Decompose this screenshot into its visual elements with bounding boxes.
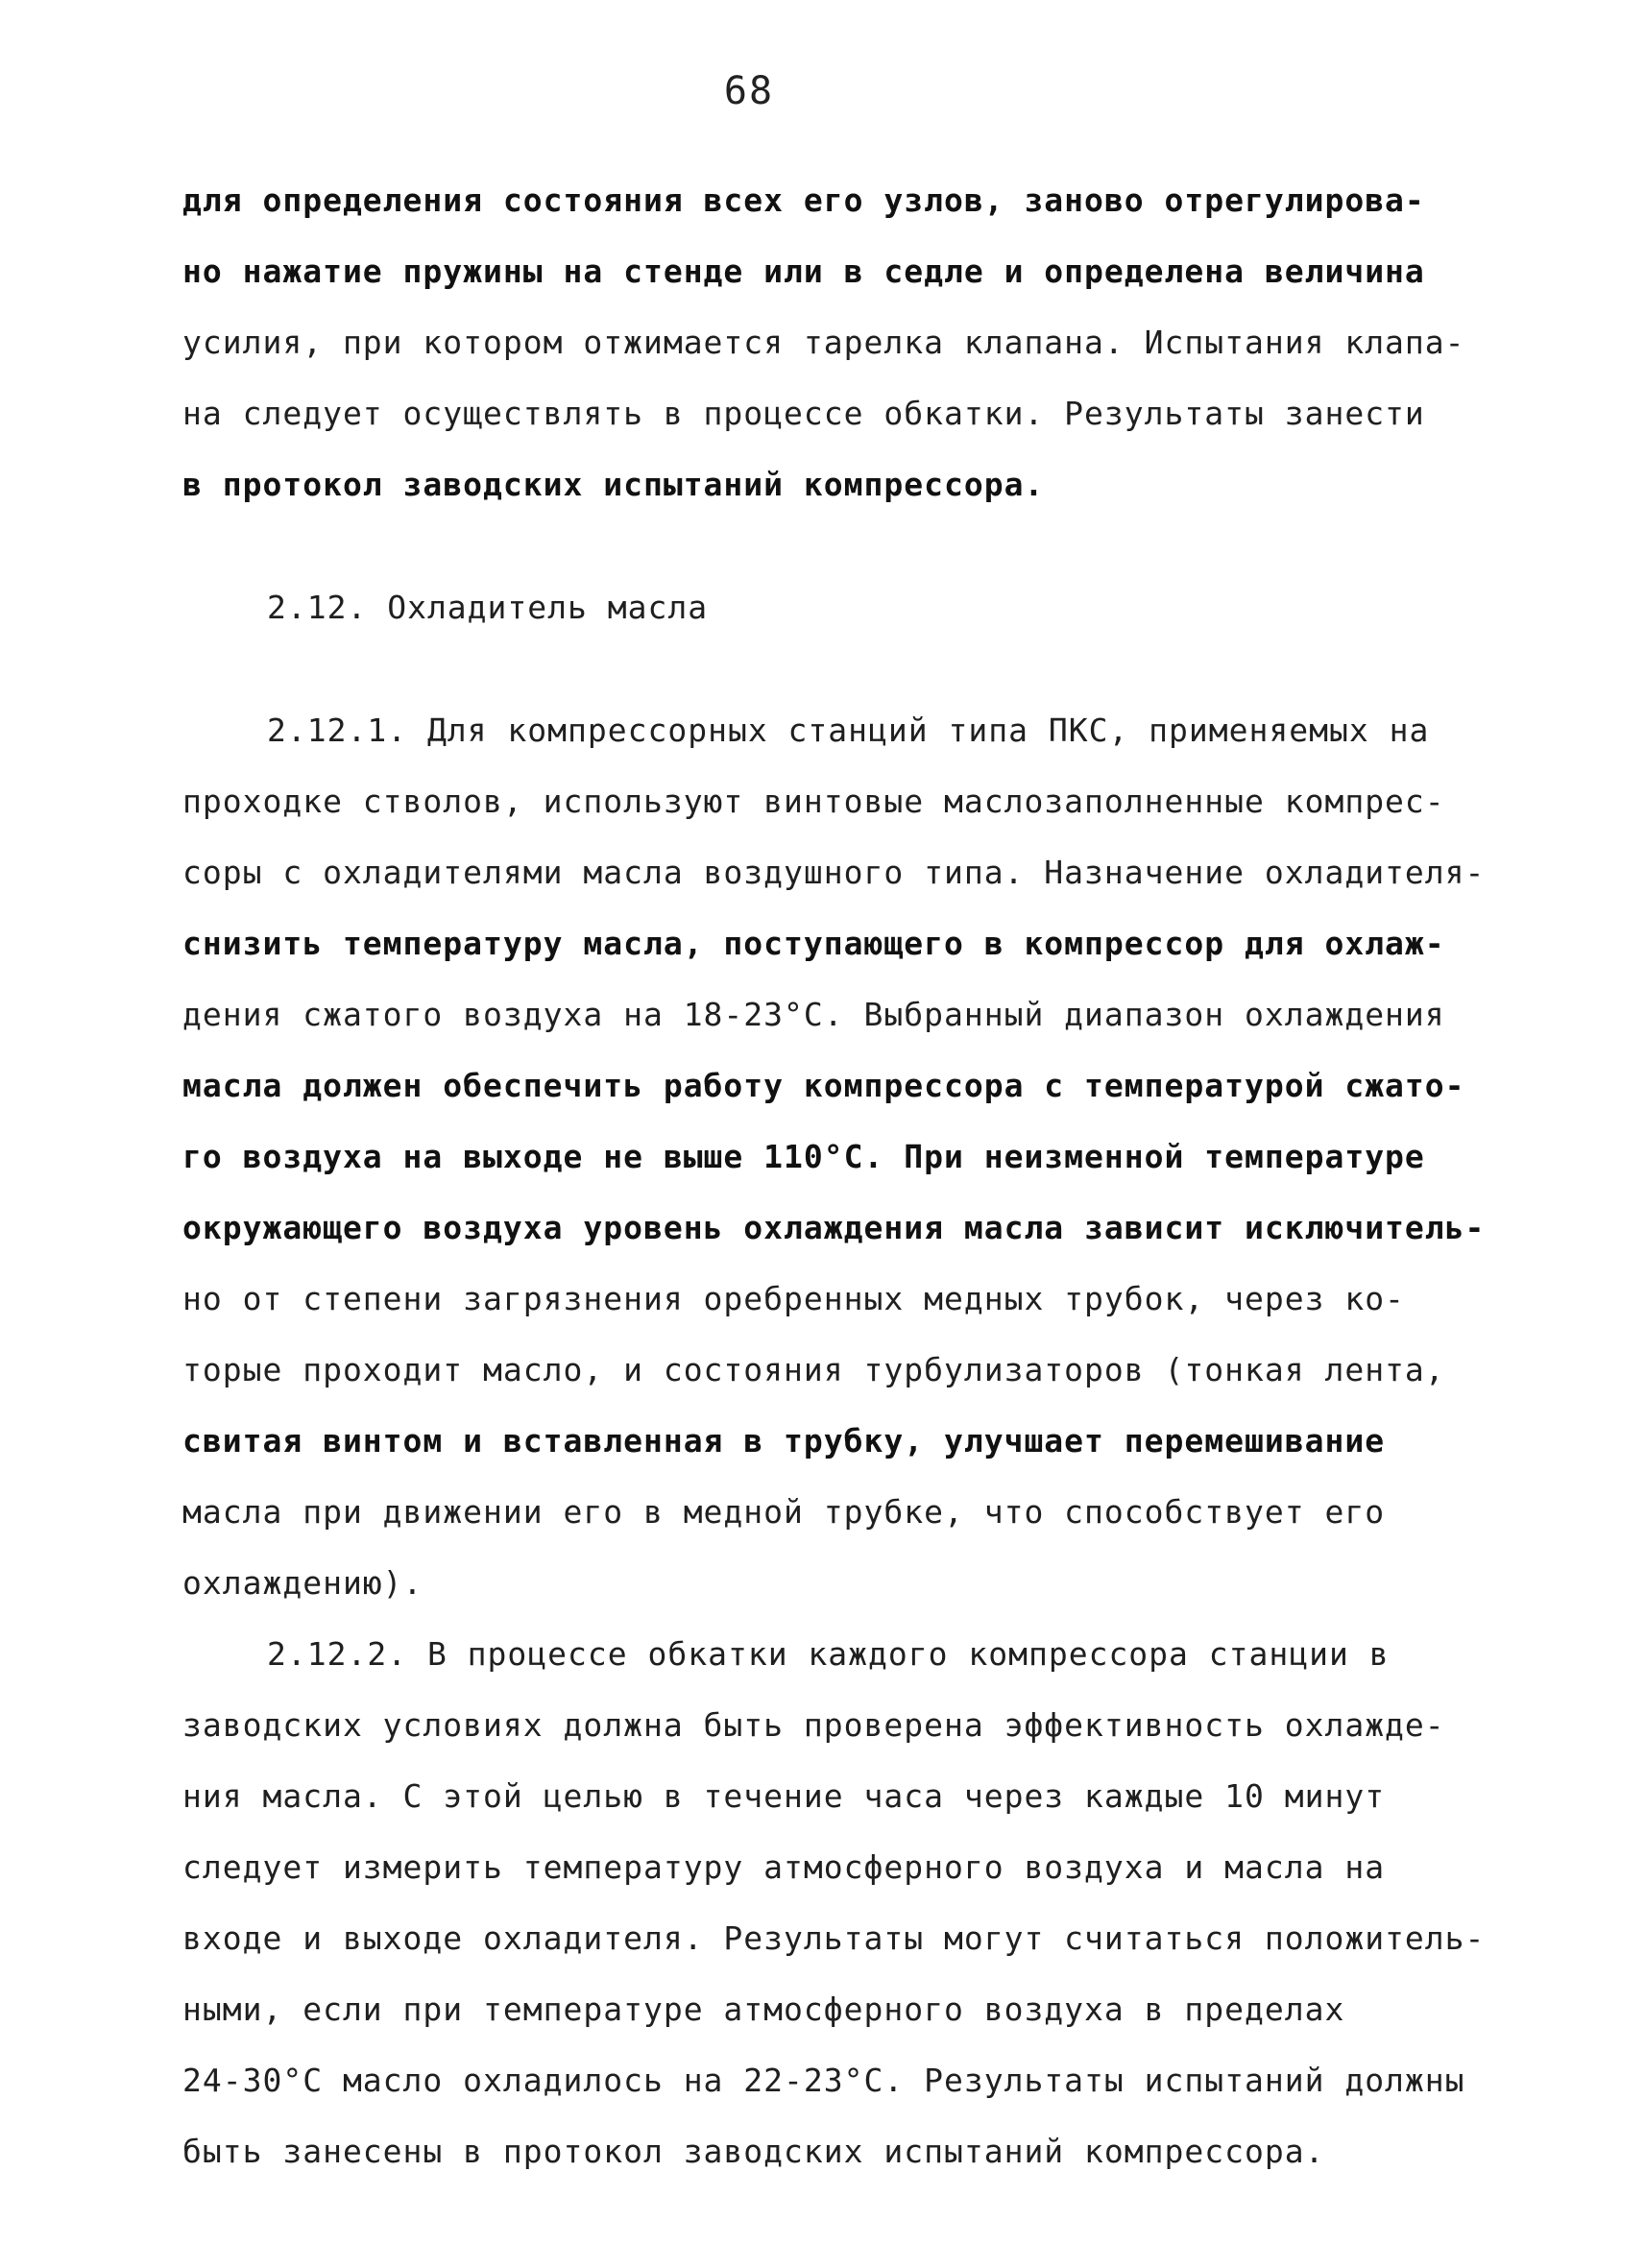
text-line: масла должен обеспечить работу компрессора с температурой сжато- bbox=[182, 1067, 1465, 1104]
text-line: входе и выходе охладителя. Результаты могут считаться положитель- bbox=[182, 1919, 1486, 1957]
text-line: для определения состояния всех его узлов, заново отрегулирова- bbox=[182, 181, 1425, 219]
text-line: но от степени загрязнения оребренных медных трубок, через ко- bbox=[182, 1280, 1405, 1317]
text-line: снизить температуру масла, поступающего в компрессор для охлаж- bbox=[182, 925, 1445, 962]
text-line: масла при движении его в медной трубке, что способствует его bbox=[182, 1493, 1386, 1531]
text-line: торые проходит масло, и состояния турбулизаторов (тонкая лента, bbox=[182, 1351, 1445, 1388]
text-line: 2.12.1. Для компрессорных станций типа ПКС, применяемых на bbox=[267, 712, 1430, 749]
text-line: усилия, при котором отжимается тарелка клапана. Испытания клапа- bbox=[182, 324, 1465, 361]
text-line: охлаждению). bbox=[182, 1564, 423, 1602]
section-heading: 2.12. Охладитель масла bbox=[267, 589, 709, 626]
text-line: на следует осуществлять в процессе обкатки. Результаты занести bbox=[182, 395, 1425, 432]
text-line: в протокол заводских испытаний компрессора. bbox=[182, 466, 1045, 503]
text-line: но нажатие пружины на стенде или в седле и определена величина bbox=[182, 253, 1425, 290]
text-line: свитая винтом и вставленная в трубку, улучшает перемешивание bbox=[182, 1422, 1386, 1460]
text-line: дения сжатого воздуха на 18-23°С. Выбранный диапазон охлаждения bbox=[182, 996, 1445, 1033]
paragraph-gap bbox=[182, 520, 1479, 572]
text-line: ными, если при температуре атмосферного воздуха в пределах bbox=[182, 1991, 1345, 2028]
paragraph-gap bbox=[182, 643, 1479, 695]
page-number: 68 bbox=[723, 69, 775, 113]
text-line: проходке стволов, используют винтовые маслозаполненные компрес- bbox=[182, 783, 1445, 820]
text-line: быть занесены в протокол заводских испытаний компрессора. bbox=[182, 2133, 1325, 2170]
text-line: следует измерить температуру атмосферного воздуха и масла на bbox=[182, 1848, 1386, 1886]
text-line: заводских условиях должна быть проверена эффективность охлажде- bbox=[182, 1706, 1445, 1744]
text-line: ния масла. С этой целью в течение часа через каждые 10 минут bbox=[182, 1777, 1386, 1815]
text-line: соры с охладителями масла воздушного типа. Назначение охладителя- bbox=[182, 854, 1486, 891]
text-line: го воздуха на выходе не выше 110°С. При неизменной температуре bbox=[182, 1138, 1425, 1175]
text-line: окружающего воздуха уровень охлаждения масла зависит исключитель- bbox=[182, 1209, 1486, 1246]
text-line: 24-30°С масло охладилось на 22-23°С. Результаты испытаний должны bbox=[182, 2062, 1465, 2099]
text-line: 2.12.2. В процессе обкатки каждого компрессора станции в bbox=[267, 1635, 1390, 1673]
body-text bbox=[182, 165, 1486, 2187]
